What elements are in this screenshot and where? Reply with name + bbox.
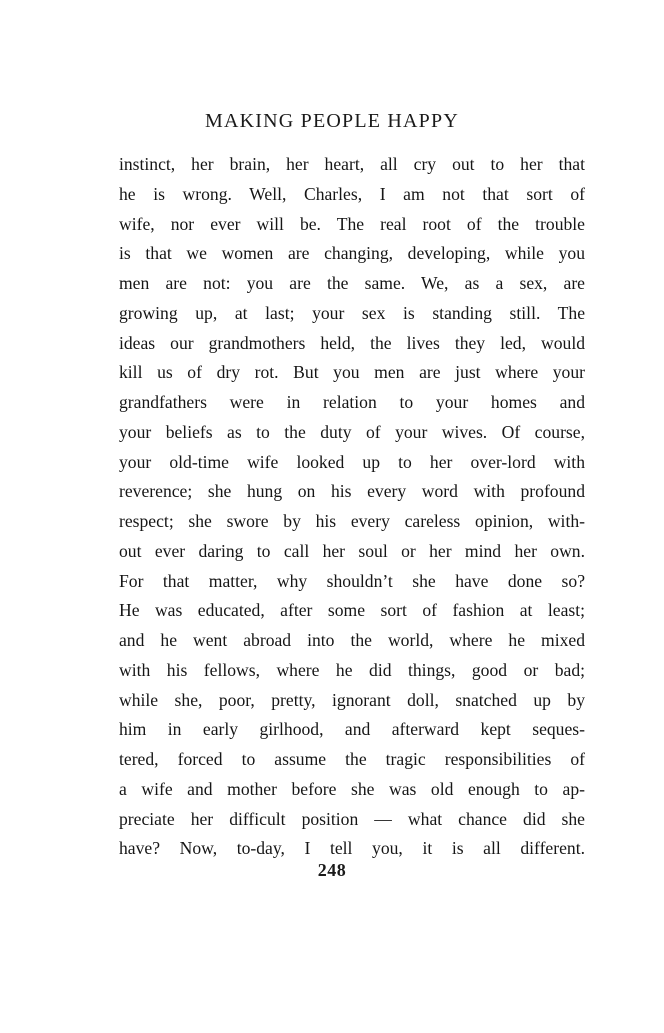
text-line: For that matter, why shouldn’t she have done so? [119,570,585,591]
text-line: reverence; she hung on his every word with profound [119,481,585,502]
text-line: ideas our grandmothers held, the lives they led, would [119,332,585,353]
text-line: with his fellows, where he did things, good or bad; [119,659,585,680]
text-line: your old-time wife looked up to her over-lord with [119,451,585,472]
text-line: while she, poor, pretty, ignorant doll, snatched up by [119,689,585,710]
text-line: is that we women are changing, developing, while you [119,243,585,264]
text-line: have? Now, to-day, I tell you, it is all different. [119,838,585,859]
text-line: instinct, her brain, her heart, all cry out to her that [119,154,585,174]
text-line: growing up, at last; your sex is standing still. The [119,302,585,323]
text-line: him in early girlhood, and afterward kept seques- [119,719,585,740]
text-line: grandfathers were in relation to your homes and [119,392,585,412]
text-line: a wife and mother before she was old enough to ap- [119,778,585,799]
text-line: your beliefs as to the duty of your wives. Of course, [119,421,585,442]
text-line: tered, forced to assume the tragic responsibilities of [119,749,585,769]
text-line: out ever daring to call her soul or her mind her own. [119,540,585,561]
text-line: and he went abroad into the world, where he mixed [119,630,585,650]
page-number: 248 [317,860,347,880]
running-head: MAKING PEOPLE HAPPY [205,110,459,132]
text-line: respect; she swore by his every careless opinion, with- [119,511,585,531]
text-line: preciate her difficult position — what chance did she [119,808,585,829]
text-line: men are not: you are the same. We, as a sex, are [119,273,585,293]
text-line: kill us of dry rot. But you men are just where your [119,362,585,383]
text-line: he is wrong. Well, Charles, I am not that sort of [119,183,585,204]
body-text [119,150,585,864]
text-line: He was educated, after some sort of fashion at least; [119,600,585,621]
text-line: wife, nor ever will be. The real root of the trouble [119,213,585,234]
